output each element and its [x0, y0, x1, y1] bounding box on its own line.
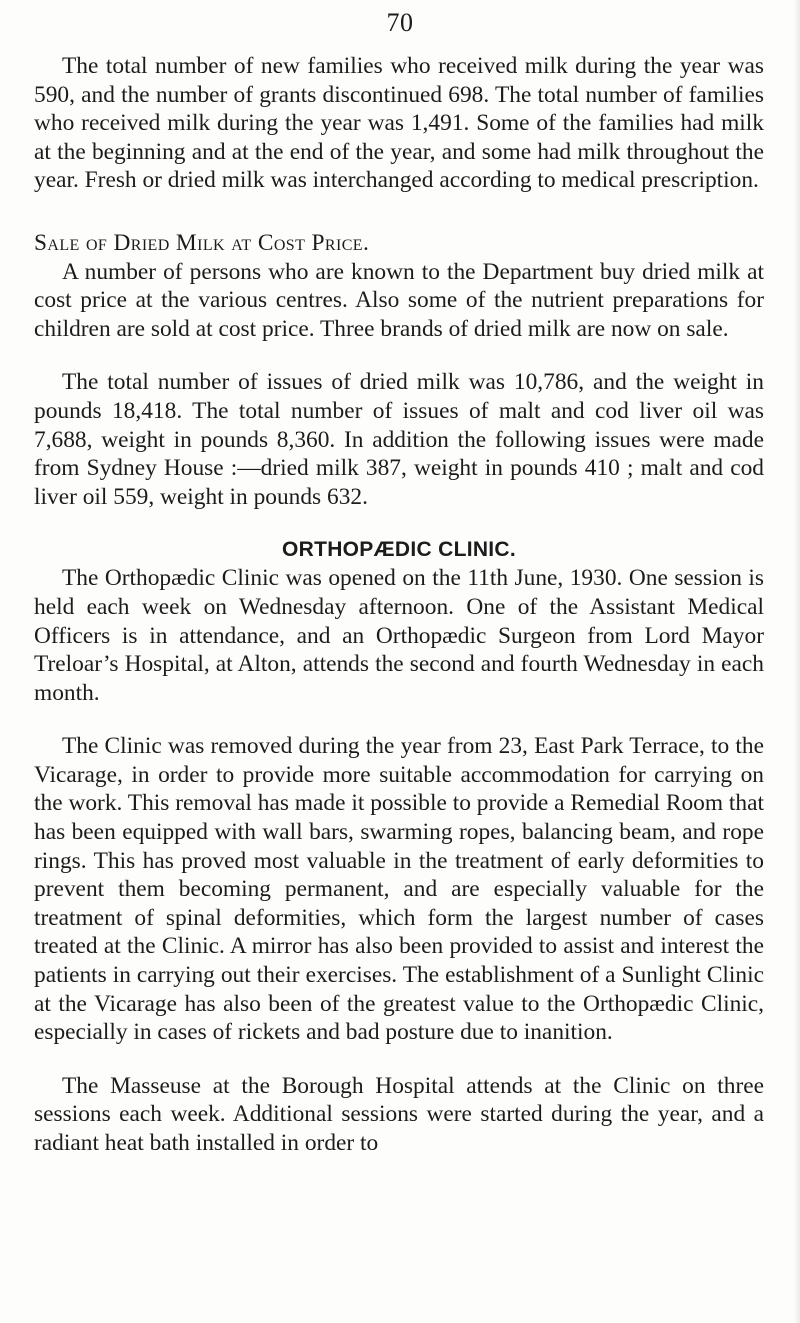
page-number: 70: [386, 8, 414, 37]
paragraph-clinic-opened: The Orthopædic Clinic was opened on the 11th June, 1930. One session is held each week on Wednesday afternoon. One of the Assistant Medical Officers is in attendance, and an Orthopædic Surgeon from Lord Mayor Treloar’s Hospital, at Alton, attends the second and fourth Wednesday in each month.: [34, 565, 764, 706]
section-heading-sale-dried-milk: Sale of Dried Milk at Cost Price.: [34, 229, 370, 256]
paragraph-clinic-removed: The Clinic was removed during the year from 23, East Park Terrace, to the Vicarage, in order to provide more suitable accommodation for carrying on the work. This removal has made it possible to provide a Remedial Room that has been equipped with wall bars, swarming ropes, balancing beam, and rope rings. This has proved most valuable in the treatment of early deformities to prevent them becoming permanent, and are especially valuable for the treatment of spinal deformities, which form the largest number of cases treated at the Clinic. A mirror has also been provided to assist and interest the patients in carrying out their exercises. The establishment of a Sunlight Clinic at the Vicarage has also been of the greatest value to the Orthopædic Clinic, especially in cases of rickets and bad posture due to inanition.: [34, 733, 764, 1046]
page-body: [34, 52, 764, 1158]
section-heading-orthopaedic-clinic: ORTHOPÆDIC CLINIC.: [281, 538, 517, 562]
paragraph-milk-families: The total number of new families who received milk during the year was 590, and the number of grants discontinued 698. The total number of families who received milk during the year was 1,491. Some of the families had milk at the beginning and at the end of the year, and some had milk throughout the year. Fresh or dried milk was interchanged according to medical prescription.: [34, 53, 764, 194]
paragraph-cost-price: A number of persons who are known to the Department buy dried milk at cost price at the various centres. Also some of the nutrient preparations for children are sold at cost price. Three brands of dried milk are now on sale.: [34, 258, 764, 342]
page-edge-shadow: [794, 0, 800, 1323]
paragraph-issues-totals: The total number of issues of dried milk was 10,786, and the weight in pounds 18,418. The total number of issues of malt and cod liver oil was 7,688, weight in pounds 8,360. In addition the following issues were made from Sydney House :—dried milk 387, weight in pounds 410 ; malt and cod liver oil 559, weight in pounds 632.: [34, 369, 764, 510]
paragraph-masseuse: The Masseuse at the Borough Hospital attends at the Clinic on three sessions each week. Additional sessions were started during the year, and a radiant heat bath installed in order to: [34, 1072, 764, 1156]
